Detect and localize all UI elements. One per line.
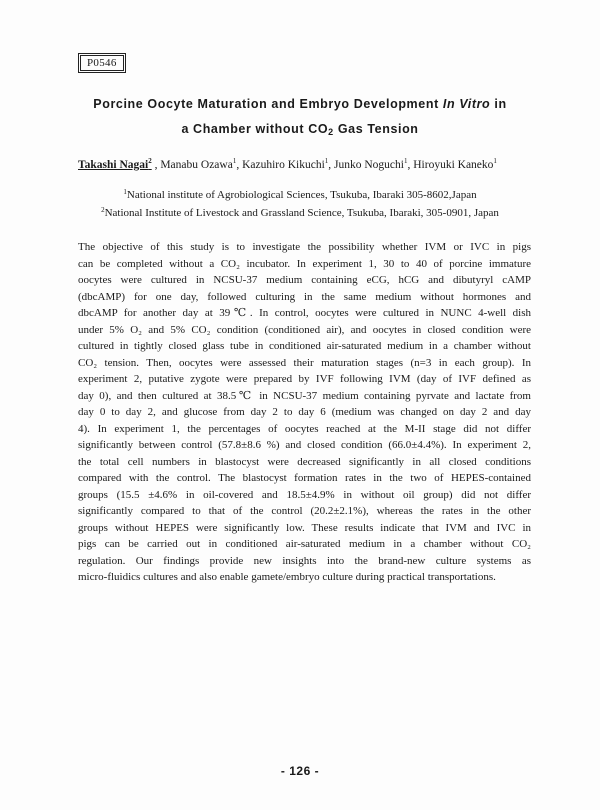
abstract-line: 4). In experiment 1, the percentages of oocytes reached at the M-II stage did not differ <box>78 422 531 435</box>
affiliation-2 <box>40 206 560 219</box>
abstract-line: dbcAMP for another day at 39℃. In control, oocytes were cultured in NUNC 4-well dish <box>78 307 531 319</box>
title-line-2 <box>40 122 560 137</box>
affiliation-text: National Institute of Livestock and Grassland Science, Tsukuba, Ibaraki, 305-0901, Japan <box>104 207 499 219</box>
abstract-line: significantly compared to that of the control (20.2±2.1%), whereas the rates in the other <box>78 505 531 517</box>
author-sep: , <box>407 159 414 171</box>
abstract-line: day 0), and then cultured at 38.5℃ in NCSU-37 medium containing pyrvate and lactate from <box>78 389 531 402</box>
abstract-line: compared with the control. The blastocyst formation rates in the two of HEPES-contained <box>78 472 531 484</box>
abstract-line: oocytes were cultured in NCSU-37 medium containing eCG, hCG and dibutyryl cAMP <box>78 274 531 286</box>
abstract-line: (dbcAMP) for one day, followed culturing in the same medium without hormones and <box>78 290 531 303</box>
abstract-line: regulation. Our findings provide new insights into the brand-new culture systems as <box>78 554 531 567</box>
author-name: Junko Noguchi <box>334 159 404 171</box>
abstract-line: CO₂ tension. Then, oocytes were assessed their maturation stages (n=3 in each group). In <box>78 356 531 369</box>
author-affil: 1 <box>232 157 237 165</box>
abstract-line: can be completed without a CO₂ incubator. In experiment 1, 30 to 40 of porcine immature <box>78 257 531 270</box>
abstract-line: the total cell numbers in blastocyst were decreased significantly in all closed conditions <box>78 455 531 468</box>
author-affil: 1 <box>493 157 497 165</box>
affiliation-1 <box>40 188 560 201</box>
title-subscript: 2 <box>328 127 334 137</box>
abstract-line: pigs can be carried out in conditioned air-saturated medium in a chamber without CO₂ <box>78 538 531 550</box>
abstract-line: groups without HEPES were significantly low. These results indicate that IVM and IVC in <box>78 521 531 534</box>
presenting-author-affil: 2 <box>148 157 152 165</box>
abstract-line: significantly between control (57.8±8.6 %) and closed condition (66.0±4.4%). In experiment 2, <box>78 439 531 451</box>
abstract-id-label: P0546 <box>78 53 126 73</box>
presenting-author <box>78 159 152 171</box>
abstract-line: day 0 to day 2, and glucose from day 2 to day 6 (medium was changed on day 2 and day <box>78 406 531 418</box>
abstract-line: experiment 2, putative zygote were prepared by IVF following IVM (day of IVF defined as <box>78 373 531 385</box>
abstract-line: micro-fluidics cultures and also enable gamete/embryo culture during practical transportations. <box>78 571 496 583</box>
author-name: Hiroyuki Kaneko <box>413 159 494 171</box>
abstract-body <box>78 239 531 586</box>
title-line-1 <box>40 97 560 111</box>
author-sep: , <box>151 159 161 171</box>
author-sep: , <box>328 159 335 171</box>
author-list <box>78 157 497 171</box>
affiliation-text: National institute of Agrobiological Sciences, Tsukuba, Ibaraki 305-8602,Japan <box>126 189 477 201</box>
title-text-a: Porcine Oocyte Maturation and Embryo Development <box>93 97 443 111</box>
page-number: - 126 - <box>280 764 320 778</box>
affiliation-marker: 1 <box>123 188 127 196</box>
affiliation-marker: 2 <box>101 206 105 214</box>
author-sep: , <box>236 159 243 171</box>
author-name: Manabu Ozawa <box>160 159 233 171</box>
title-text-d: Gas Tension <box>333 122 419 136</box>
abstract-line: under 5% O₂ and 5% CO₂ condition (conditioned air), and oocytes in closed condition were <box>78 323 531 336</box>
abstract-line: The objective of this study is to investigate the possibility whether IVM or IVC in pigs <box>78 241 531 253</box>
abstract-line: groups (15.5 ±4.6% in oil-covered and 18.5±4.9% in without oil group) did not differ <box>78 488 531 501</box>
abstract-line: cultured in tightly closed glass tube in conditioned air-saturated medium in a chamber without <box>78 340 531 352</box>
title-text-b: in <box>490 97 507 111</box>
author-affil: 1 <box>404 157 408 165</box>
presenting-author-name: Takashi Nagai <box>78 159 149 171</box>
author-affil: 1 <box>324 157 329 165</box>
title-text-c: a Chamber without CO <box>181 122 329 136</box>
author-name: Kazuhiro Kikuchi <box>242 159 325 171</box>
title-italic-text: In Vitro <box>442 97 491 111</box>
